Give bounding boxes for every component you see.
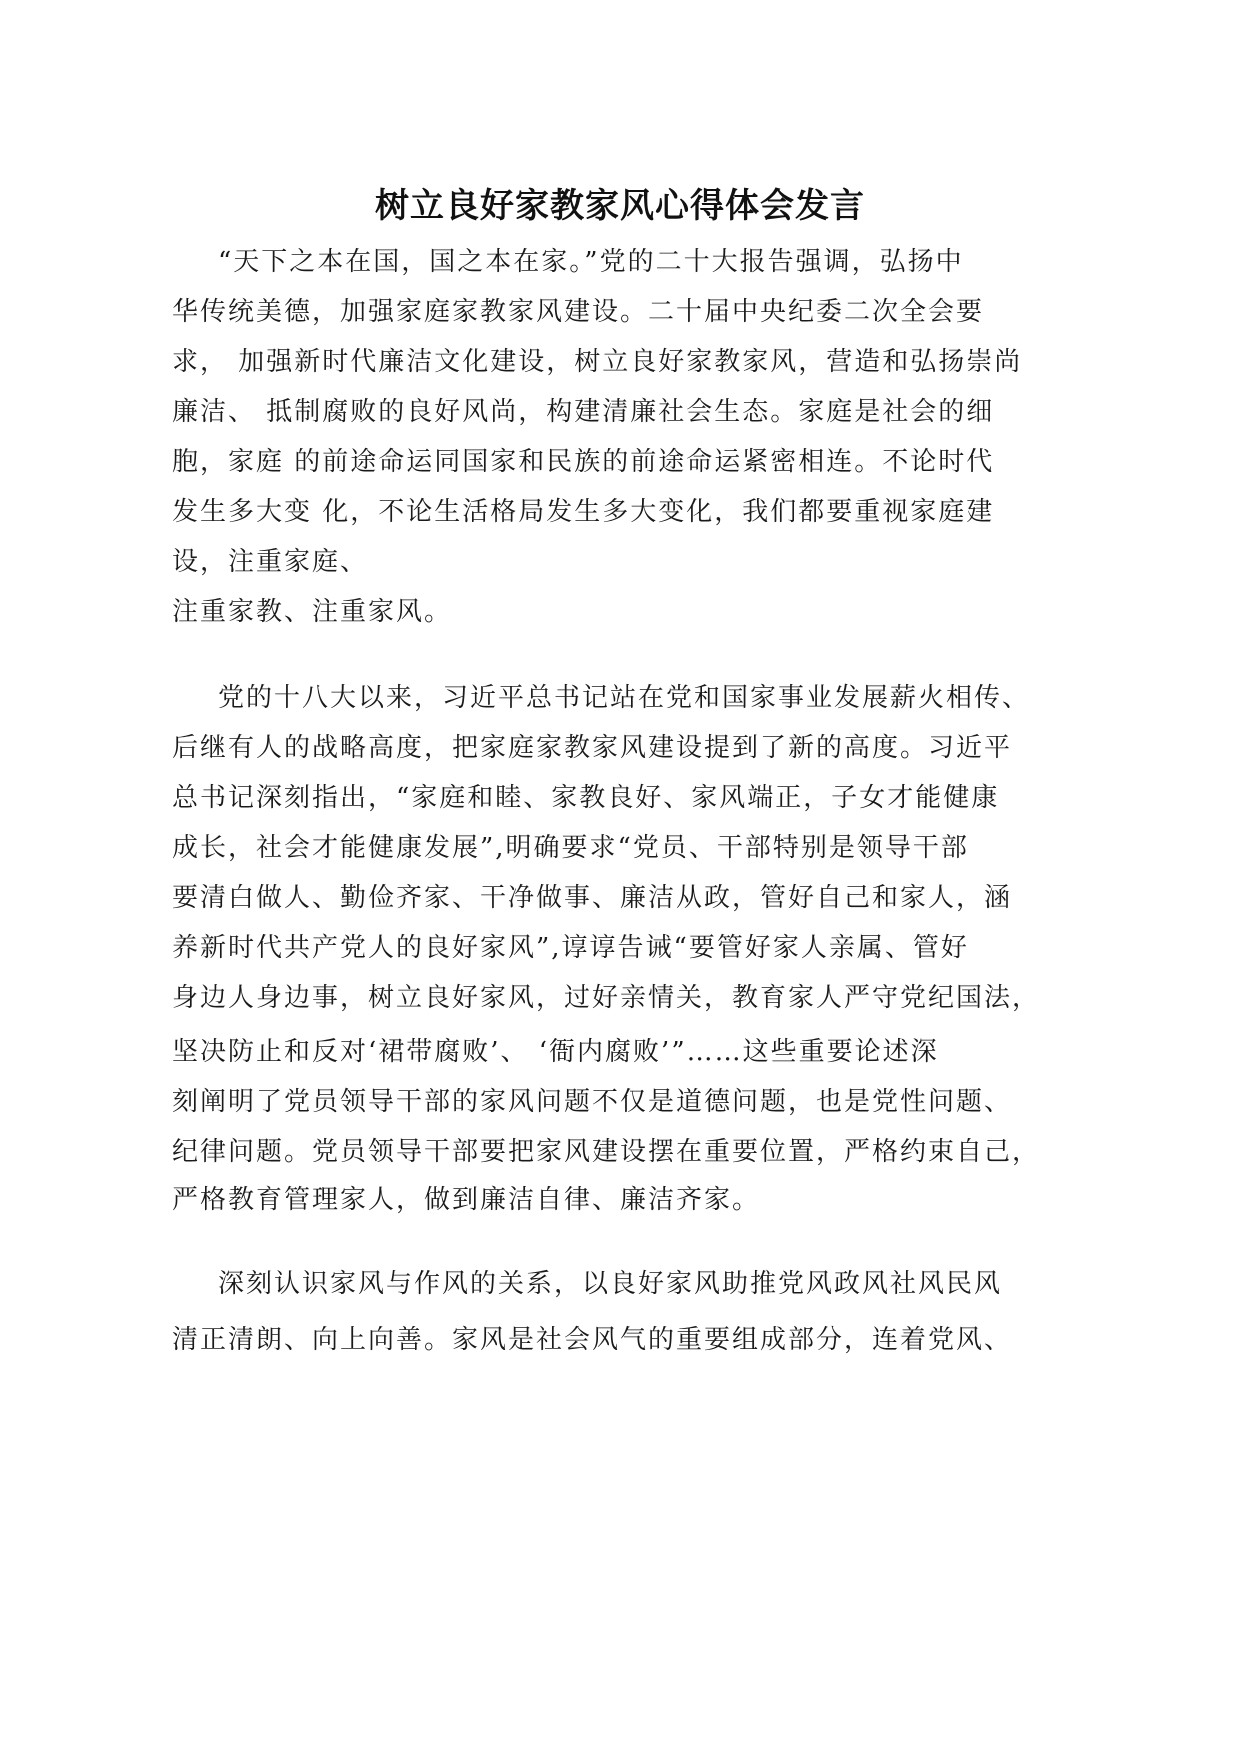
paragraph-line: 后继有人的战略高度，把家庭家教家风建设提到了新的高度。习近平 [172,733,1013,763]
paragraph-line: 深刻认识家风与作风的关系，以良好家风助推党风政风社风民风 [218,1269,1003,1299]
paragraph-line: 刻阐明了党员领导干部的家风问题不仅是道德问题，也是党性问题、 [172,1087,1013,1117]
paragraph-line: 养新时代共产党人的良好家风”,谆谆告诫“要管好家人亲属、管好 [172,933,969,963]
paragraph-line: 严格教育管理家人，做到廉洁自律、廉洁齐家。 [172,1185,761,1215]
paragraph-line: 党的十八大以来，习近平总书记站在党和国家事业发展薪火相传、 [218,683,1031,713]
paragraph-line: 胞，家庭 的前途命运同国家和民族的前途命运紧密相连。不论时代 [172,447,995,477]
paragraph-line: 要清白做人、勤俭齐家、干净做事、廉洁从政，管好自己和家人，涵 [172,883,1013,913]
paragraph-line: 华传统美德，加强家庭家教家风建设。二十届中央纪委二次全会要 [172,297,985,327]
document-title: 树立良好家教家风心得体会发言 [375,186,865,226]
paragraph-line: 设，注重家庭、 [172,547,369,577]
paragraph-line: “天下之本在国，国之本在家。”党的二十大报告强调，弘扬中 [218,247,964,277]
paragraph-line: 求， 加强新时代廉洁文化建设，树立良好家教家风，营造和弘扬崇尚 [172,347,1023,377]
paragraph-line: 廉洁、 抵制腐败的良好风尚，构建清廉社会生态。家庭是社会的细 [172,397,995,427]
paragraph-line: 坚决防止和反对‘裙带腐败’、 ‘衙内腐败’”……这些重要论述深 [172,1037,939,1067]
paragraph-line: 发生多大变 化，不论生活格局发生多大变化，我们都要重视家庭建 [172,497,995,527]
paragraph-line: 身边人身边事，树立良好家风，过好亲情关，教育家人严守党纪国法， [172,983,1041,1013]
paragraph-line: 清正清朗、向上向善。家风是社会风气的重要组成部分，连着党风、 [172,1325,1013,1355]
paragraph-line: 成长，社会才能健康发展”,明确要求“党员、干部特别是领导干部 [172,833,969,863]
paragraph-line: 总书记深刻指出，“家庭和睦、家教良好、家风端正，子女才能健康 [172,783,1000,813]
paragraph-line: 注重家教、注重家风。 [172,597,453,627]
paragraph-line: 纪律问题。党员领导干部要把家风建设摆在重要位置，严格约束自己， [172,1137,1041,1167]
